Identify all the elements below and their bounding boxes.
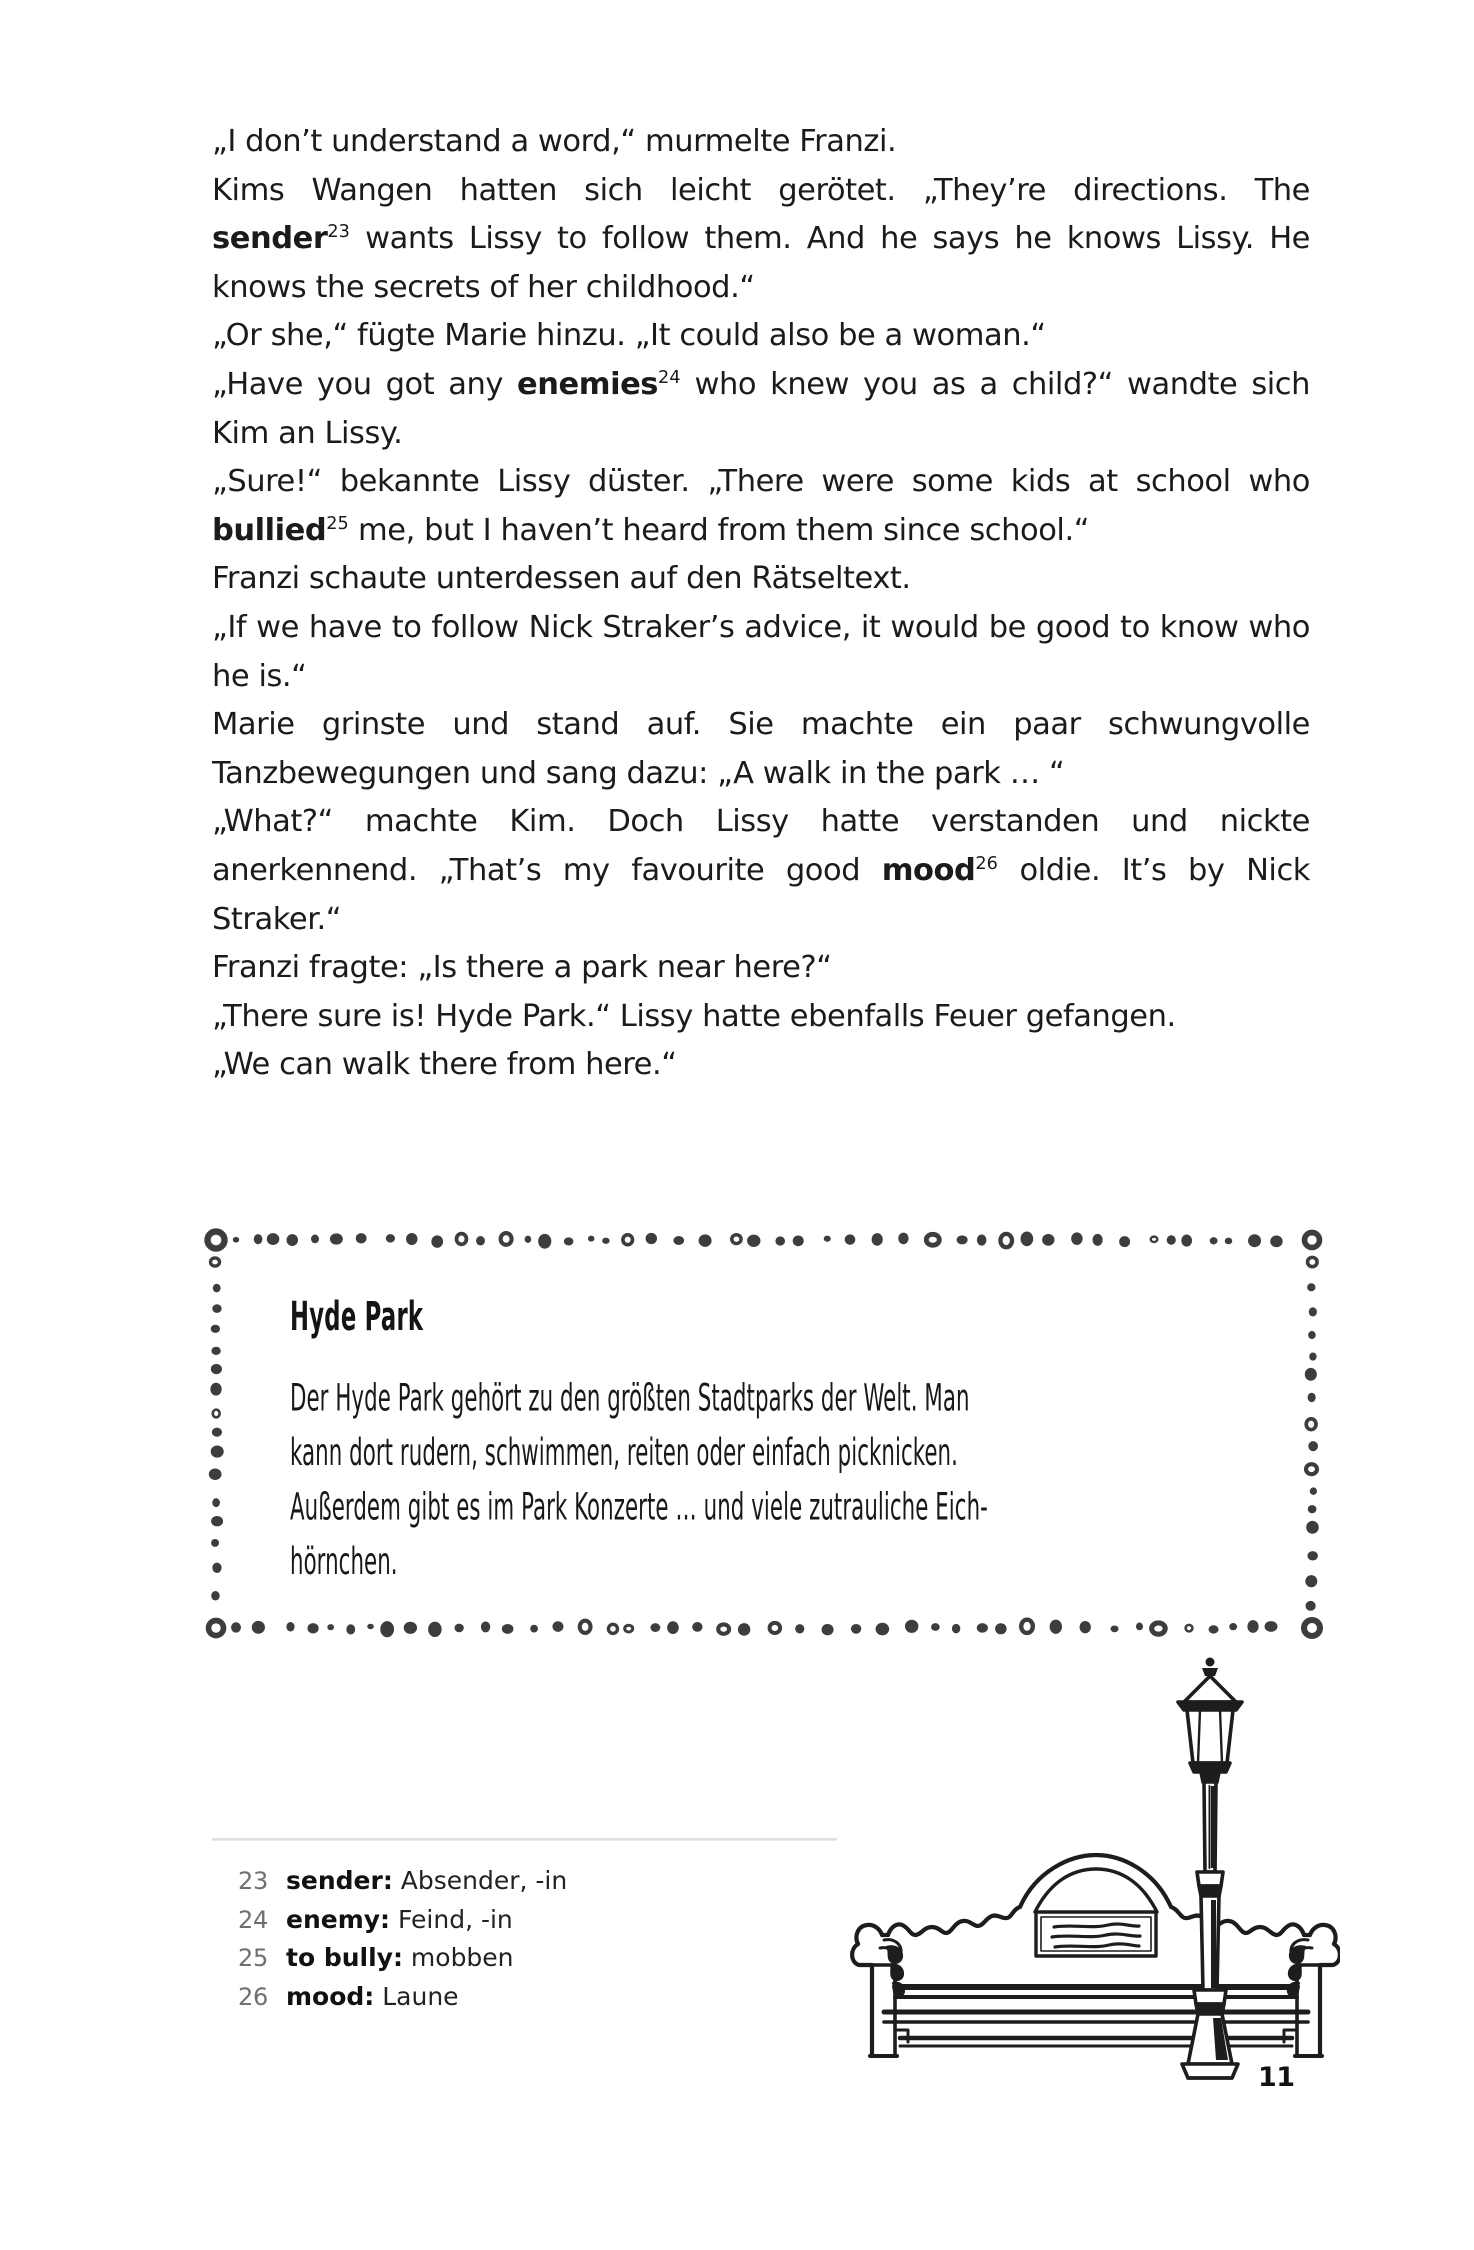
info-box-line: Der Hyde Park gehört zu den größten Stadtparks der Welt. Man: [290, 1375, 970, 1420]
page-number: 11: [1258, 2062, 1295, 2093]
footnote-term: mood:: [286, 1981, 375, 2011]
footnote-number: 24: [238, 1905, 268, 1934]
footnote-term: to bully:: [286, 1943, 403, 1972]
footnote-term: enemy:: [286, 1904, 391, 1934]
footnote-definition: mobben: [402, 1943, 514, 1972]
story-paragraph: „Sure!“ bekannte Lissy düster. „There were some kids at school who bullied$^{25}$ me, but I haven’t heard from them since school.“: [212, 464, 1310, 548]
info-box-line: kann dort rudern, schwimmen, reiten oder einfach picknicken.: [290, 1430, 958, 1475]
story-paragraph: „Or she,“ fügte Marie hinzu. „It could also be a woman.“: [212, 318, 1046, 354]
footnote-definition: Laune: [374, 1981, 459, 2011]
story-paragraph: Marie grinste und stand auf. Sie machte ein paar schwungvolle Tanzbewegungen und sang dazu: „A walk in the park … “: [212, 707, 1310, 791]
footnote-item: [238, 1862, 878, 1901]
story-paragraph: „If we have to follow Nick Straker’s advice, it would be good to know who he is.“: [212, 609, 1310, 694]
footnote-term: sender:: [286, 1866, 393, 1895]
story-paragraph: „We can walk there from here.“: [212, 1047, 677, 1083]
footnote-definition: Absender, -in: [392, 1866, 568, 1895]
info-box-line: hörnchen.: [290, 1539, 398, 1584]
info-box-title: Hyde Park: [290, 1294, 424, 1340]
footnote-item: [238, 1901, 878, 1940]
story-paragraph: Franzi fragte: „Is there a park near here?“: [212, 950, 832, 986]
street-lamp-icon: [1178, 1658, 1242, 2079]
story-paragraph: „What?“ machte Kim. Doch Lissy hatte verstanden und nickte anerkennend. „That’s my favourite good mood$^{26}$ oldie. It’s by Nick Straker.“: [212, 804, 1310, 937]
footnote-item: [238, 1978, 878, 2017]
story-text: [212, 118, 1310, 1090]
footnote-number: 25: [238, 1944, 268, 1972]
story-paragraph: „Have you got any enemies$^{24}$ who knew you as a child?“ wandte sich Kim an Lissy.: [212, 366, 1310, 451]
story-paragraph: „I don’t understand a word,“ murmelte Franzi.: [212, 124, 897, 159]
info-box-body: [290, 1371, 1245, 1589]
footnote-number: 23: [238, 1867, 268, 1895]
story-paragraph: „There sure is! Hyde Park.“ Lissy hatte ebenfalls Feuer gefangen.: [212, 998, 1176, 1034]
park-illustration: [840, 1650, 1340, 2080]
story-paragraph: Kims Wangen hatten sich leicht gerötet. „They’re directions. The sender$^{23}$ wants Lissy to follow them. And he says he knows Lissy. He knows the secrets of her childhood.“: [212, 172, 1310, 305]
footnote-definition: Feind, -in: [390, 1904, 513, 1934]
footnote-list: [238, 1862, 878, 2016]
hyde-park-info-box: [214, 1238, 1314, 1630]
info-box-content: [290, 1294, 1250, 1584]
info-box-line: Außerdem gibt es im Park Konzerte … und viele zutrauliche Eich-: [290, 1484, 988, 1529]
footnote-number: 26: [238, 1982, 268, 2011]
park-bench-icon: [852, 1855, 1340, 2056]
footnote-item: [238, 1939, 878, 1978]
story-paragraph: Franzi schaute unterdessen auf den Rätseltext.: [212, 561, 911, 597]
footnote-divider: [212, 1838, 837, 1841]
